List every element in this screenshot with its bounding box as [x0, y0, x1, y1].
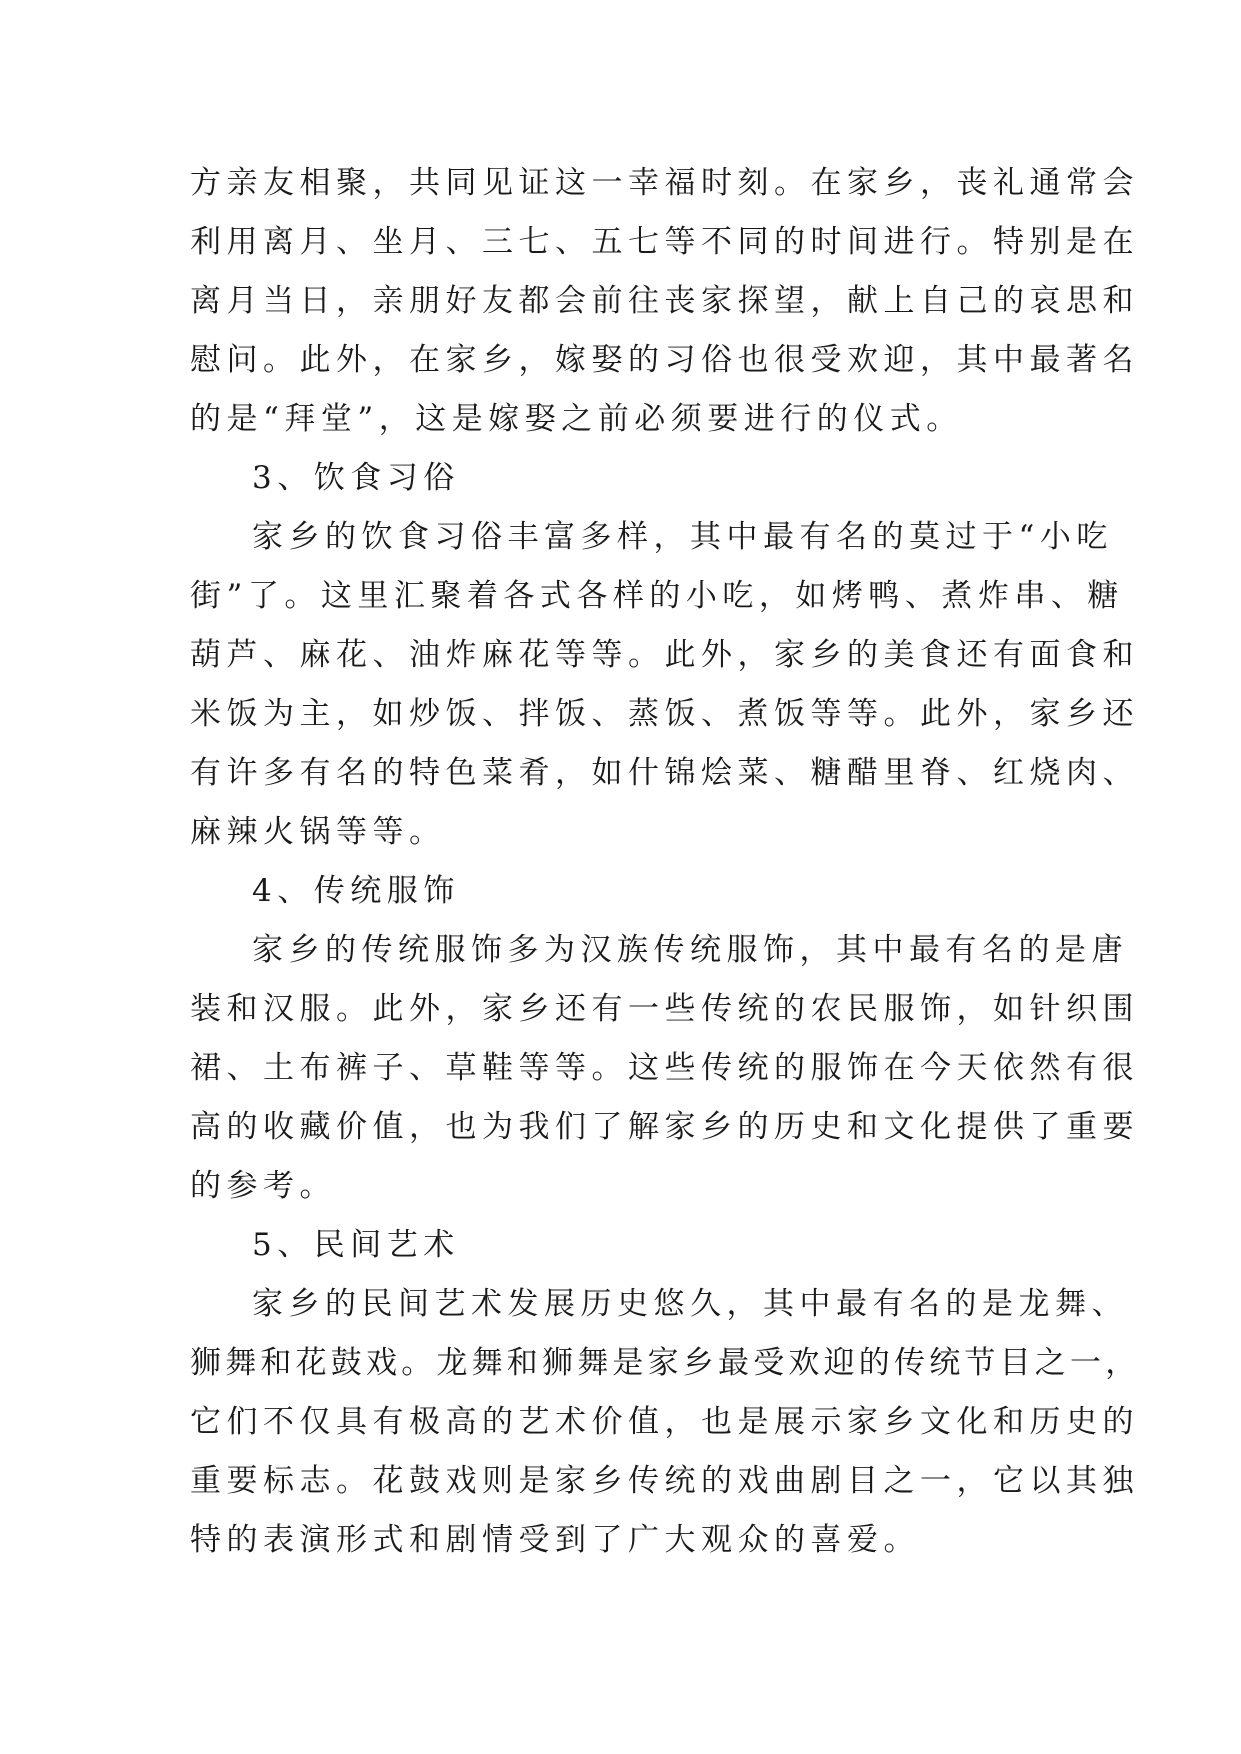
- paragraph-first-line: 家乡的传统服饰多为汉族传统服饰，其中最有名的是唐: [252, 932, 1128, 968]
- text-line: 重要标志。花鼓戏则是家乡传统的戏曲剧目之一，它以其独: [190, 1463, 1139, 1499]
- text-line: 离月当日，亲朋好友都会前往丧家探望，献上自己的哀思和: [190, 283, 1139, 319]
- text-line: 高的收藏价值，也为我们了解家乡的历史和文化提供了重要: [190, 1109, 1139, 1145]
- section-heading: 4、传统服饰: [252, 873, 460, 909]
- paragraph-first-line: 家乡的饮食习俗丰富多样，其中最有名的莫过于“小吃: [252, 519, 1113, 555]
- text-line: 装和汉服。此外，家乡还有一些传统的农民服饰，如针织围: [190, 991, 1139, 1027]
- text-line: 葫芦、麻花、油炸麻花等等。此外，家乡的美食还有面食和: [190, 637, 1139, 673]
- text-line: 特的表演形式和剧情受到了广大观众的喜爱。: [190, 1522, 920, 1558]
- text-line: 的是“拜堂”，这是嫁娶之前必须要进行的仪式。: [190, 401, 963, 437]
- text-line: 裙、土布裤子、草鞋等等。这些传统的服饰在今天依然有很: [190, 1050, 1139, 1086]
- text-line: 狮舞和花鼓戏。龙舞和狮舞是家乡最受欢迎的传统节目之一，: [190, 1345, 1141, 1381]
- document-body: [190, 154, 1141, 1570]
- text-line: 有许多有名的特色菜肴，如什锦烩菜、糖醋里脊、红烧肉、: [190, 755, 1139, 791]
- paragraph-first-line: 家乡的民间艺术发展历史悠久，其中最有名的是龙舞、: [252, 1286, 1128, 1322]
- section-heading: 3、饮食习俗: [252, 460, 460, 496]
- text-line: 利用离月、坐月、三七、五七等不同的时间进行。特别是在: [190, 224, 1139, 260]
- text-line: 米饭为主，如炒饭、拌饭、蒸饭、煮饭等等。此外，家乡还: [190, 696, 1139, 732]
- section-heading: 5、民间艺术: [252, 1227, 460, 1263]
- text-line: 慰问。此外，在家乡，嫁娶的习俗也很受欢迎，其中最著名: [190, 342, 1139, 378]
- text-line: 街”了。这里汇聚着各式各样的小吃，如烤鸭、煮炸串、糖: [190, 578, 1124, 614]
- text-line: 方亲友相聚，共同见证这一幸福时刻。在家乡，丧礼通常会: [190, 165, 1139, 201]
- text-line: 的参考。: [190, 1168, 336, 1204]
- text-line: 麻辣火锅等等。: [190, 814, 446, 850]
- text-line: 它们不仅具有极高的艺术价值，也是展示家乡文化和历史的: [190, 1404, 1139, 1440]
